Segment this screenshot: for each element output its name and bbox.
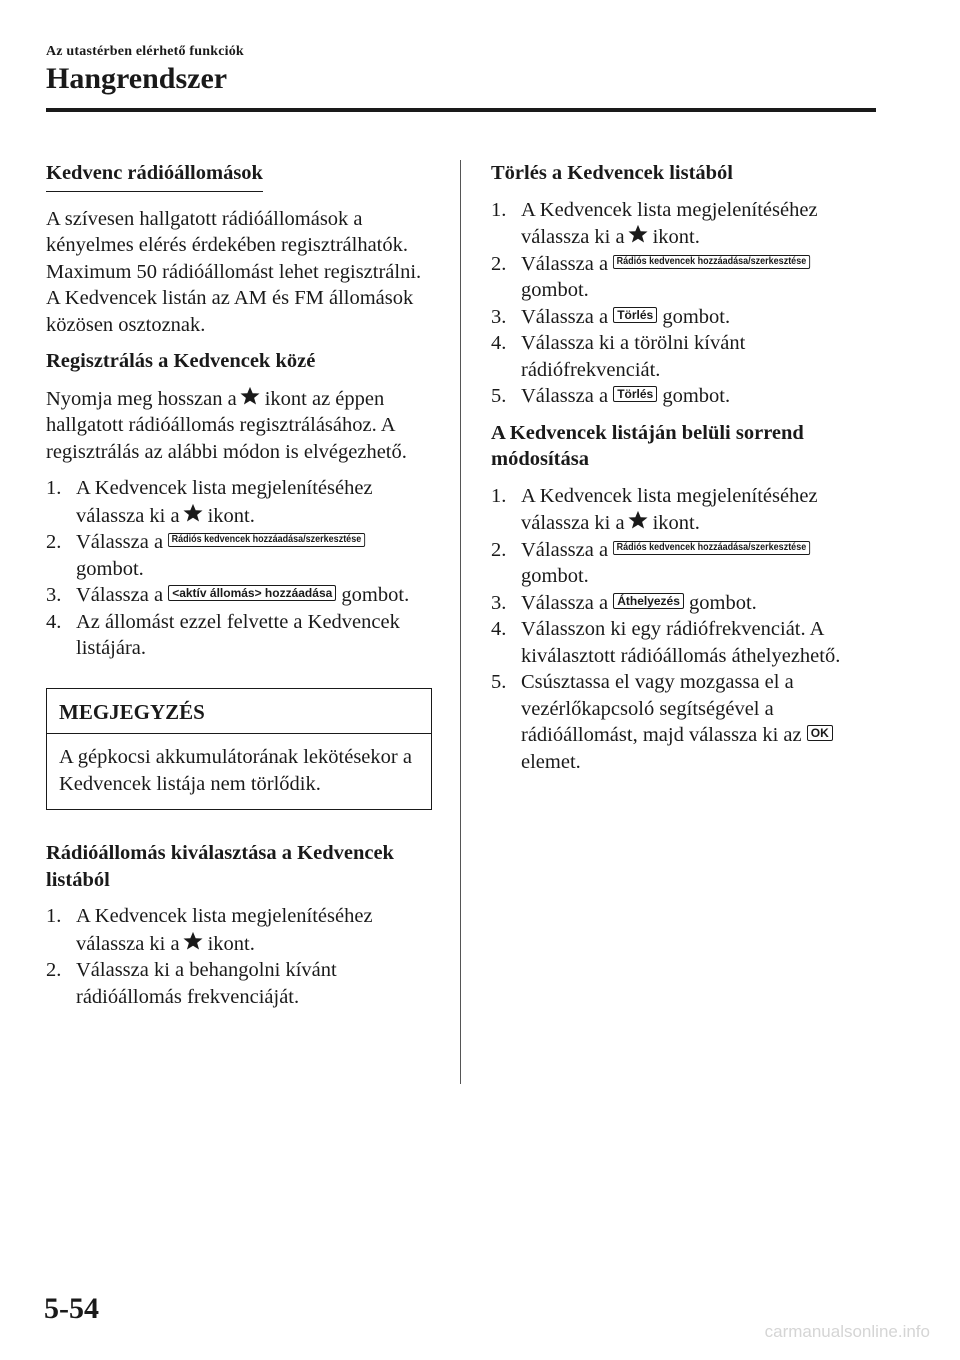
note-body: A gépkocsi akkumulátorának lekötésekor a Kedvencek listája nem törlődik. [59,746,412,795]
step-number: 5. [491,671,507,693]
breadcrumb: Az utastérben elérhető funkciók [46,44,244,59]
step-text: A Kedvencek lista megjelenítéséhez válassza ki a [76,477,373,527]
step-text: gombot. [521,565,589,587]
favorites-edit-button: Rádiós kedvencek hozzáadása/szerkesztése [168,533,365,547]
register-text-before: Nyomja meg hosszan a [46,387,237,410]
star-icon [239,385,261,407]
list-item [491,483,876,537]
step-number: 1. [491,198,507,221]
register-steps [46,475,436,662]
step-number: 2. [46,959,62,981]
step-text: Csúsztassa el vagy mozgassa el a vezérlőkapcsoló segítségével a rádióállomást, majd válassza ki az [521,671,802,746]
step-number: 2. [491,538,507,561]
list-item [491,590,876,617]
add-active-station-button: <aktív állomás> hozzáadása [168,585,336,601]
step-number: 4. [46,610,62,633]
step-text: Válassza ki a behangolni kívánt rádióállomás frekvenciáját. [76,959,337,1008]
list-item [46,475,436,529]
reorder-heading: A Kedvencek listáján belüli sorrend módosítása [491,421,804,470]
delete-steps [491,197,876,410]
step-number: 3. [491,305,507,328]
section-title: Kedvenc rádióállomások [46,160,263,192]
delete-button: Törlés [613,307,657,323]
step-text: A Kedvencek lista megjelenítéséhez válassza ki a [76,905,373,955]
star-icon [627,509,649,531]
step-text: Válassza a [521,252,609,275]
list-item [491,330,876,383]
move-button: Áthelyezés [613,593,684,609]
column-divider [460,160,461,1084]
step-text: gombot. [662,305,731,328]
select-steps [46,903,436,1010]
step-text: A Kedvencek lista megjelenítéséhez válassza ki a [521,198,818,248]
step-number: 4. [491,618,507,640]
step-text: Válassza ki a törölni kívánt rádiófrekvenciát. [521,332,746,381]
register-heading: Regisztrálás a Kedvencek közé [46,350,316,372]
step-text: Válassza a [76,531,164,553]
step-text: Válassza a [521,305,609,328]
list-item [46,903,436,957]
note-box [46,688,432,811]
list-item [46,582,436,609]
select-heading: Rádióállomás kiválasztása a Kedvencek listából [46,842,394,891]
step-text: gombot. [521,279,589,301]
title-rule [46,108,876,112]
star-icon [182,930,204,952]
step-text: Válasszon ki egy rádiófrekvenciát. A kiválasztott rádióállomás áthelyezhető. [521,618,841,667]
delete-heading: Törlés a Kedvencek listából [491,162,734,184]
list-item [491,304,876,331]
delete-button: Törlés [613,386,657,402]
step-text: ikont. [652,512,700,534]
step-text: ikont. [207,504,255,527]
step-text: ikont. [652,226,700,248]
step-text: Válassza a [76,584,164,606]
right-column [491,160,876,785]
step-text: gombot. [662,385,731,407]
step-text: Válassza a [521,538,609,561]
step-number: 1. [491,484,507,507]
list-item [491,669,876,775]
step-number: 2. [491,252,507,275]
ok-button: OK [807,725,833,741]
step-text: elemet. [521,750,581,773]
step-number: 3. [46,584,62,606]
page-number: 5-54 [44,1292,99,1325]
step-number: 1. [46,477,62,499]
list-item [491,251,876,304]
step-text: gombot. [76,557,144,580]
favorites-edit-button: Rádiós kedvencek hozzáadása/szerkesztése [613,255,810,269]
step-number: 2. [46,531,62,553]
step-text: Az állomást ezzel felvette a Kedvencek listájára. [76,610,400,659]
reorder-steps [491,483,876,776]
step-text: Válassza a [521,385,609,407]
list-item [46,529,436,582]
watermark: carmanualsonline.info [764,1322,930,1341]
register-text-after: ikont az éppen hallgatott rádióállomás regisztrálásához. A regisztrálás az alábbi módon is elvégezhető. [46,387,407,463]
list-item [491,537,876,590]
step-number: 5. [491,385,507,407]
favorites-edit-button: Rádiós kedvencek hozzáadása/szerkesztése [613,541,810,555]
list-item [491,383,876,410]
intro-paragraph: A szívesen hallgatott rádióállomások a kényelmes elérés érdekében regisztrálhatók. Maximum 50 rádióállomást lehet regisztrálni. A Kedvencek listán az AM és FM állomások közösen osztoznak. [46,207,422,336]
step-text: A Kedvencek lista megjelenítéséhez válassza ki a [521,484,818,534]
step-number: 4. [491,332,507,354]
list-item [491,197,876,251]
list-item [46,609,436,662]
step-text: gombot. [341,584,410,606]
star-icon [182,502,204,524]
step-text: Válassza a [521,591,609,614]
step-text: ikont. [207,932,255,955]
left-column [46,160,436,1020]
note-title: MEGJEGYZÉS [47,689,431,735]
register-paragraph [46,385,436,466]
list-item [46,957,436,1010]
step-number: 1. [46,905,62,927]
step-number: 3. [491,591,507,614]
page-title: Hangrendszer [46,62,228,95]
step-text: gombot. [689,591,757,614]
star-icon [627,223,649,245]
list-item [491,616,876,669]
